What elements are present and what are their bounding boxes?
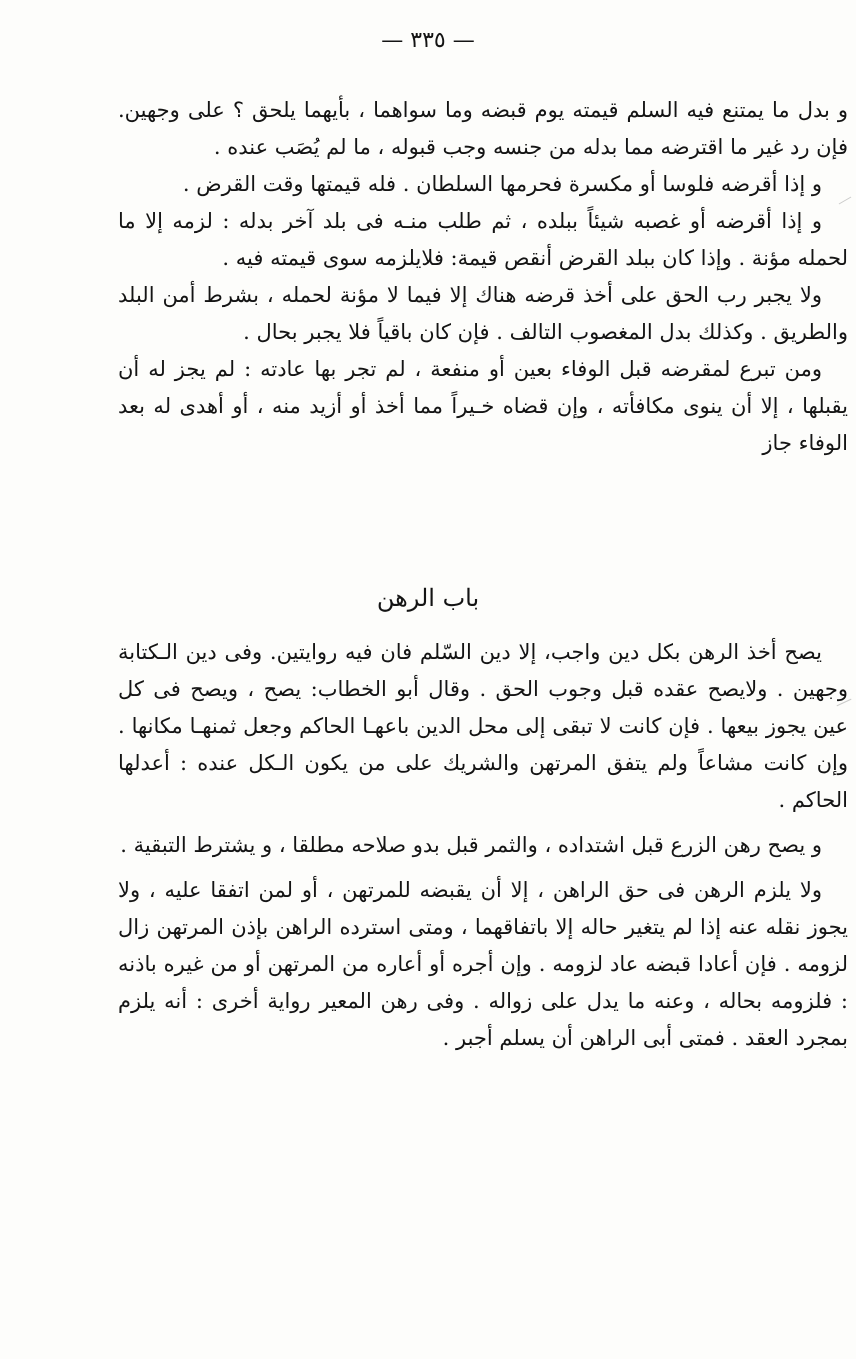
paragraph-7: و يصح رهن الزرع قبل اشتداده ، والثمر قبل بدو صلاحه مطلقا ، و يشترط التبقية . <box>120 833 822 857</box>
page-number: — ٣٣٥ — <box>381 28 475 53</box>
paragraph-2: و إذا أقرضه فلوسا أو مكسرة فحرمها السلطان . فله قيمتها وقت القرض . <box>182 172 822 196</box>
paragraph-5: ومن تبرع لمقرضه قبل الوفاء بعين أو منفعة ، لم تجر بها عادته : لم يجز له أن يقبلها ، إلا أن ينوى مكافأته ، وإن قضاه خـيراً مما أخذ أو أزيد منه ، أو أهدى له بعد الوفاء جاز <box>118 357 848 455</box>
paragraph-8: ولا يلزم الرهن فى حق الراهن ، إلا أن يقبضه للمرتهن ، أو لمن اتفقا عليه ، ولا يجوز نقله عنه إذا لم يتغير حاله إلا باتفاقهما ، ومتى استرده الراهن بإذن المرتهن زال لزومه . فإن أعادا قبضه عاد لزومه . وإن أجره أو أعاره من المرتهن أو من غيره باذنه : فلزومه بحاله ، وعنه ما يدل على زواله . وفى رهن المعير رواية أخرى : أنه يلزم بمجرد العقد . فمتى أبى الراهن أن يسلم أجبر . <box>118 878 848 1050</box>
paragraph-6: يصح أخذ الرهن بكل دين واجب، إلا دين السّلم فان فيه روايتين. وفى دين الـكتابة وجهين . ولايصح عقده قبل وجوب الحق . وقال أبو الخطاب: يصح ، ويصح فى كل عين يجوز بيعها . فإن كانت لا تبقى إلى محل الدين باعهـا الحاكم وجعل ثمنهـا مكانها . وإن كانت مشاعاً ولم يتفق المرتهن والشريك على من يكون الـكل عنده : أعدلها الحاكم . <box>118 640 848 812</box>
section-text-1 <box>118 92 848 462</box>
chapter-heading: باب الرهن <box>376 584 480 612</box>
paragraph-1: و بدل ما يمتنع فيه السلم قيمته يوم قبضه وما سواهما ، بأيهما يلحق ؟ على وجهين. فإن رد غير ما اقترضه مما بدله من جنسه وجب قبوله ، ما لم يُصَب عنده . <box>118 98 848 159</box>
paragraph-4: ولا يجبر رب الحق على أخذ قرضه هناك إلا فيما لا مؤنة لحمله ، بشرط أمن البلد والطريق . وكذلك بدل المغصوب التالف . فإن كان باقياً فلا يجبر بحال . <box>118 283 848 344</box>
section-text-2 <box>118 634 848 1057</box>
paragraph-3: و إذا أقرضه أو غصبه شيئاً ببلده ، ثم طلب منـه فى بلد آخر بدله : لزمه إلا ما لحمله مؤنة . وإذا كان ببلد القرض أنقص قيمة: فلايلزمه سوى قيمته فيه . <box>118 209 848 270</box>
